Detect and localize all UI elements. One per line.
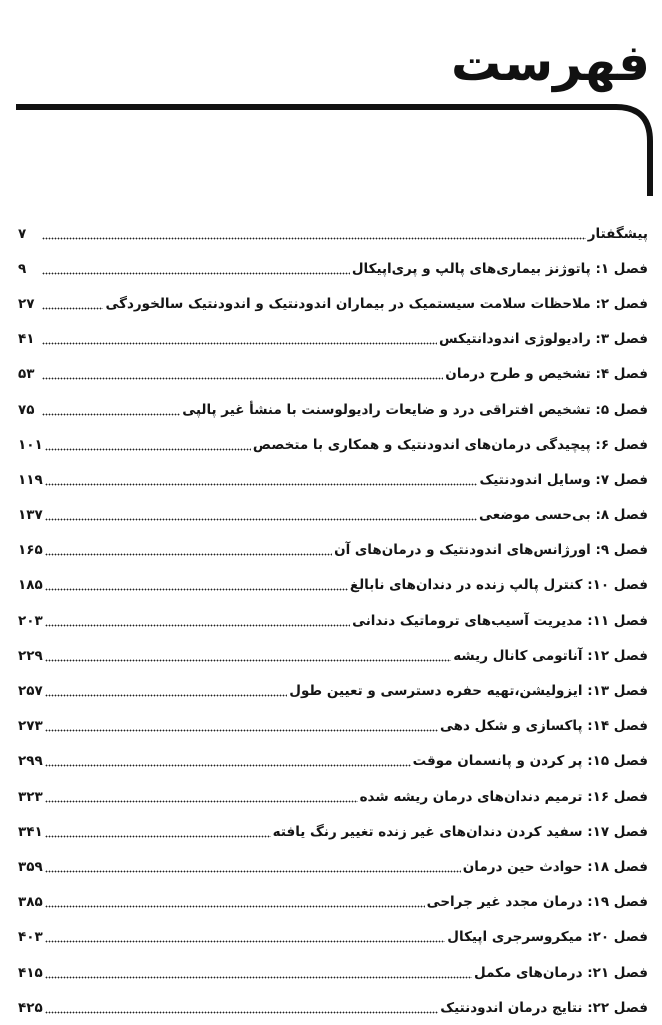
dot-leader (45, 968, 472, 982)
toc-entry-title: فصل ۱۵: پر کردن و پانسمان موقت (412, 753, 648, 770)
toc-entry-title: فصل ۴: تشخیص و طرح درمان (445, 366, 648, 383)
toc-row[interactable] (18, 462, 648, 497)
toc-entry-title: پیشگفتار (587, 225, 648, 242)
toc-page-number: ۴۲۵ (18, 999, 43, 1016)
dot-leader (42, 299, 103, 313)
dot-leader (45, 862, 461, 876)
dot-leader (45, 792, 358, 806)
toc-row[interactable] (18, 990, 648, 1025)
page-title: فهرست (451, 34, 650, 92)
toc-row[interactable] (18, 849, 648, 884)
toc-row[interactable] (18, 533, 648, 568)
toc-row[interactable] (18, 603, 648, 638)
toc-entry-title: فصل ۱۱: مدیریت آسیب‌های تروماتیک دندانی (352, 612, 648, 629)
toc-page-number: ۳۵۹ (18, 858, 43, 875)
dot-leader (45, 616, 350, 630)
header-rule (16, 104, 662, 196)
toc-row[interactable] (18, 779, 648, 814)
toc-page-number: ۷ (18, 225, 27, 242)
toc-entry-title: فصل ۱۹: درمان مجدد غیر جراحی (426, 894, 648, 911)
toc-row[interactable] (18, 744, 648, 779)
toc-page-number: ۵۳ (18, 366, 35, 383)
toc-page-number: ۹ (18, 260, 27, 277)
dot-leader (45, 686, 288, 700)
toc-entry-title: فصل ۲: ملاحظات سلامت سیستمیک در بیماران اندودنتیک و اندودنتیک سالخوردگی (105, 295, 648, 312)
toc-list (18, 216, 648, 1025)
toc-entry-title: فصل ۶: پیچیدگی درمان‌های اندودنتیک و همکاری با متخصص (252, 436, 648, 453)
toc-entry-title: فصل ۷: وسایل اندودنتیک (479, 471, 648, 488)
toc-page-number: ۴۱۵ (18, 964, 43, 981)
toc-entry-title: فصل ۸: بی‌حسی موضعی (479, 507, 648, 524)
dot-leader (45, 756, 411, 770)
toc-page-number: ۳۲۳ (18, 788, 43, 805)
dot-leader (45, 475, 478, 489)
toc-row[interactable] (18, 920, 648, 955)
dot-leader (45, 440, 251, 454)
dot-leader (42, 229, 586, 243)
toc-page-number: ۴۱ (18, 331, 35, 348)
toc-page-number: ۳۴۱ (18, 823, 43, 840)
toc-entry-title: فصل ۲۲: نتایج درمان اندودنتیک (440, 999, 648, 1016)
toc-row[interactable] (18, 392, 648, 427)
toc-page-number: ۱۱۹ (18, 471, 43, 488)
dot-leader (45, 545, 332, 559)
dot-leader (45, 827, 271, 841)
toc-row[interactable] (18, 814, 648, 849)
toc-entry-title: فصل ۱۷: سفید کردن دندان‌های غیر زنده تغییر رنگ یافته (272, 823, 648, 840)
dot-leader (45, 897, 425, 911)
toc-row[interactable] (18, 216, 648, 251)
toc-row[interactable] (18, 673, 648, 708)
toc-page-number: ۱۳۷ (18, 507, 43, 524)
toc-row[interactable] (18, 427, 648, 462)
dot-leader (42, 369, 443, 383)
toc-row[interactable] (18, 568, 648, 603)
toc-page-number: ۲۷ (18, 295, 35, 312)
toc-row[interactable] (18, 286, 648, 321)
toc-entry-title: فصل ۱۶: ترمیم دندان‌های درمان ریشه شده (359, 788, 648, 805)
toc-row[interactable] (18, 322, 648, 357)
dot-leader (45, 651, 452, 665)
toc-page-number: ۳۸۵ (18, 894, 43, 911)
toc-entry-title: فصل ۱۳: ایزولیشن،تهیه حفره دسترسی و تعیین طول (289, 683, 648, 700)
toc-page-number: ۲۵۷ (18, 683, 43, 700)
toc-row[interactable] (18, 357, 648, 392)
toc-page-number: ۲۰۳ (18, 612, 43, 629)
toc-row[interactable] (18, 885, 648, 920)
toc-row[interactable] (18, 251, 648, 286)
dot-leader (45, 932, 446, 946)
toc-page-number: ۲۹۹ (18, 753, 43, 770)
toc-page-number: ۲۷۳ (18, 718, 43, 735)
toc-row[interactable] (18, 709, 648, 744)
toc-page-number: ۴۰۳ (18, 929, 43, 946)
dot-leader (45, 1003, 439, 1017)
dot-leader (45, 510, 477, 524)
toc-page-number: ۱۸۵ (18, 577, 43, 594)
toc-page-number: ۲۲۹ (18, 647, 43, 664)
toc-entry-title: فصل ۱۲: آناتومی کانال ریشه (453, 647, 648, 664)
toc-row[interactable] (18, 498, 648, 533)
toc-page-number: ۱۰۱ (18, 436, 43, 453)
toc-entry-title: فصل ۳: رادیولوژی اندودانتیکس (439, 331, 648, 348)
toc-entry-title: فصل ۱۴: پاکسازی و شکل دهی (439, 718, 648, 735)
toc-entry-title: فصل ۵: تشخیص افتراقی درد و ضایعات رادیولوسنت با منشأ غیر پالپی (182, 401, 648, 418)
dot-leader (42, 405, 180, 419)
toc-row[interactable] (18, 955, 648, 990)
dot-leader (42, 264, 350, 278)
dot-leader (42, 334, 437, 348)
toc-entry-title: فصل ۲۱: درمان‌های مکمل (474, 964, 648, 981)
toc-entry-title: فصل ۱: پاتوژنز بیماری‌های پالپ و پری‌اپیکال (351, 260, 648, 277)
toc-entry-title: فصل ۱۰: کنترل پالپ زنده در دندان‌های نابالغ (349, 577, 648, 594)
toc-page-number: ۷۵ (18, 401, 35, 418)
dot-leader (45, 580, 348, 594)
toc-entry-title: فصل ۹: اورژانس‌های اندودنتیک و درمان‌های آن (334, 542, 648, 559)
toc-entry-title: فصل ۲۰: میکروسرجری اپیکال (447, 929, 648, 946)
toc-page-number: ۱۶۵ (18, 542, 43, 559)
dot-leader (45, 721, 438, 735)
toc-entry-title: فصل ۱۸: حوادث حین درمان (462, 858, 648, 875)
toc-row[interactable] (18, 638, 648, 673)
